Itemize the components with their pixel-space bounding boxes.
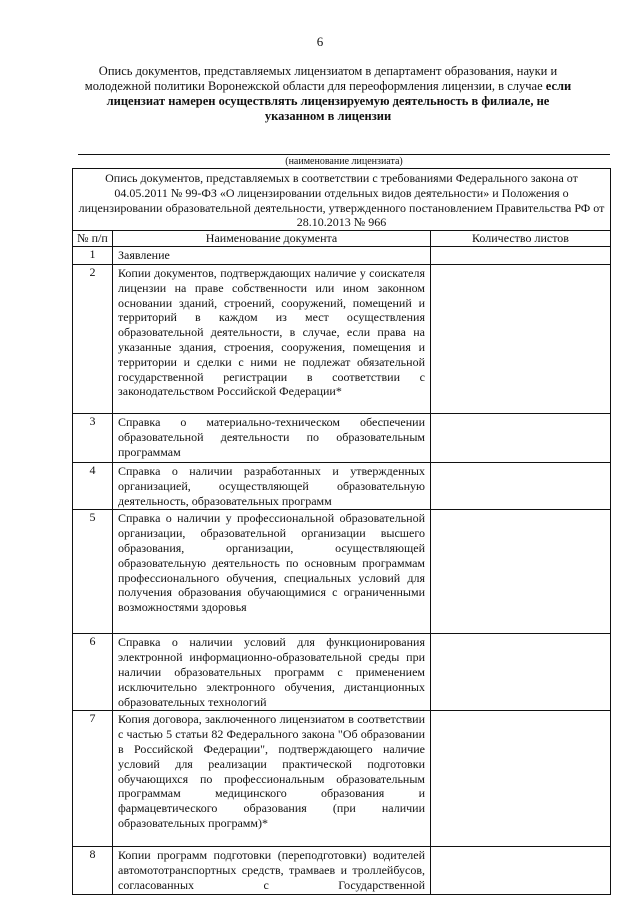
row-num: 8 (73, 847, 113, 894)
header-name: Наименование документа (113, 231, 431, 247)
row-sheets (431, 413, 611, 462)
row-name: Справка о наличии условий для функционирования электронной информационно-образовательной среды при наличии образовательных программ с применением исключительно электронного обучения, дистанционных образовательных технологий (113, 634, 431, 711)
row-num: 6 (73, 634, 113, 711)
table-intro-text: Опись документов, представляемых в соответствии с требованиями Федерального закона от 04.05.2011 № 99-ФЗ «О лицензировании отдельных видов деятельности» и Положения о лицензировании образовательной деятельности, утвержденного постановлением Правительства РФ от 28.10.2013 № 966 (73, 169, 611, 231)
licensee-name-line (78, 154, 610, 155)
document-heading (78, 64, 578, 124)
row-sheets (431, 510, 611, 634)
row-name: Заявление (113, 246, 431, 264)
row-sheets (431, 246, 611, 264)
row-num: 7 (73, 711, 113, 847)
page-number: 6 (316, 34, 324, 49)
row-sheets (431, 847, 611, 894)
table-row (73, 847, 611, 894)
row-num: 5 (73, 510, 113, 634)
table-intro-row (73, 169, 611, 231)
table-row (73, 634, 611, 711)
table-row (73, 462, 611, 509)
row-name: Копии документов, подтверждающих наличие у соискателя лицензии на праве собственности или ином законном основании зданий, строений, сооружений, помещений и территорий в каждом из мест осуществления образовательной деятельности, в случае, если права на указанные здания, строения, сооружения, помещения и территории и сделки с ними не подлежат обязательной государственной регистрации в соответствии с законодательством Российской Федерации* (113, 264, 431, 413)
row-sheets (431, 264, 611, 413)
licensee-caption: (наименование лицензиата) (285, 156, 403, 167)
table-row (73, 510, 611, 634)
row-num: 1 (73, 246, 113, 264)
row-name: Справка о наличии разработанных и утвержденных организацией, осуществляющей образовательную деятельность, образовательных программ (113, 462, 431, 509)
row-name: Справка о материально-техническом обеспечении образовательной деятельности по образовательным программам (113, 413, 431, 462)
row-sheets (431, 711, 611, 847)
row-name: Справка о наличии у профессиональной образовательной организации, образовательной организации высшего образования, организации, осуществляющей образовательную деятельность по основным программам профессионального обучения, специальных условий для получения образования обучающимися с ограниченными возможностями здоровья (113, 510, 431, 634)
heading-normal-text: Опись документов, представляемых лицензиатом в департамент образования, науки и молодежной политики Воронежской области для переоформления лицензии, в случае (84, 64, 558, 93)
table-row (73, 246, 611, 264)
row-num: 3 (73, 413, 113, 462)
row-name: Копии программ подготовки (переподготовки) водителей автомототранспортных средств, трамваев и троллейбусов, согласованных с Государственной (113, 847, 431, 894)
document-inventory-table (72, 168, 611, 895)
row-sheets (431, 634, 611, 711)
table-row (73, 264, 611, 413)
row-num: 2 (73, 264, 113, 413)
row-name: Копия договора, заключенного лицензиатом в соответствии с частью 5 статьи 82 Федерального закона "Об образовании в Российской Федерации", подтверждающего наличие условий для реализации практической подготовки обучающихся по профессиональным образовательным программам медицинского образования и фармацевтического образования (при наличии образовательных программ)* (113, 711, 431, 847)
header-sheets: Количество листов (431, 231, 611, 247)
table-row (73, 711, 611, 847)
heading-bold-text: если лицензиат намерен осуществлять лицензируемую деятельность в филиале, не указанном в лицензии (106, 79, 572, 123)
row-sheets (431, 462, 611, 509)
table-header-row (73, 231, 611, 247)
table-row (73, 413, 611, 462)
row-num: 4 (73, 462, 113, 509)
header-num: № п/п (73, 231, 113, 247)
